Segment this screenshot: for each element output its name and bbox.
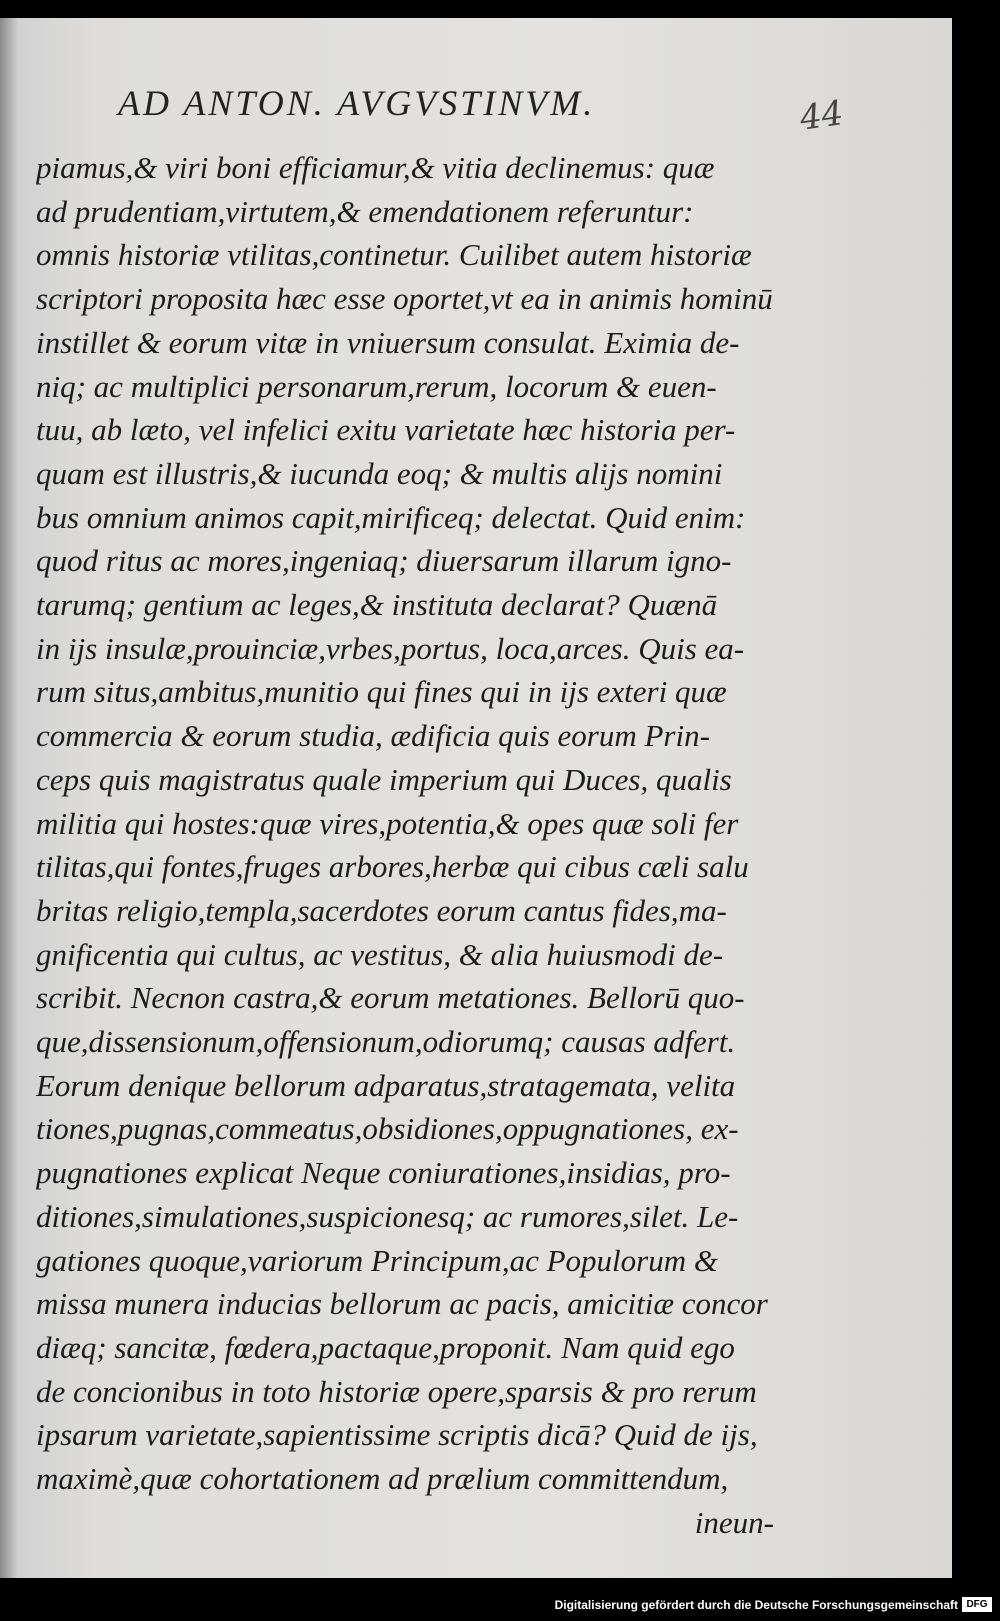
text-line: scriptori proposita hæc esse oportet,vt ea in animis hominū xyxy=(36,281,773,317)
text-line: omnis historiæ vtilitas,continetur. Cuilibet autem historiæ xyxy=(36,237,752,273)
text-line: ipsarum varietate,sapientissime scriptis dicā? Quid de ijs, xyxy=(36,1417,758,1453)
text-line: in ijs insulæ,prouinciæ,vrbes,portus, loca,arces. Quis ea- xyxy=(36,630,745,666)
text-line: tuu, ab læto, vel infelici exitu varietate hæc historia per- xyxy=(36,412,736,448)
text-line: militia qui hostes:quæ vires,potentia,& opes quæ soli fer xyxy=(36,805,739,841)
text-line: gationes quoque,variorum Principum,ac Populorum & xyxy=(36,1242,718,1278)
text-line: britas religio,templa,sacerdotes eorum cantus fides,ma- xyxy=(36,892,727,928)
dfg-logo: DFG xyxy=(962,1597,992,1612)
book-page xyxy=(0,18,952,1578)
text-line: bus omnium animos capit,mirificeq; delectat. Quid enim: xyxy=(36,499,746,535)
text-line: tarumq; gentium ac leges,& instituta declarat? Quænā xyxy=(36,587,718,623)
text-line: ad prudentiam,virtutem,& emendationem referuntur: xyxy=(36,193,694,229)
text-line: niq; ac multiplici personarum,rerum, locorum & euen- xyxy=(36,368,717,404)
folio-number: 44 xyxy=(797,93,846,139)
text-line: gnificentia qui cultus, ac vestitus, & alia huiusmodi de- xyxy=(36,936,724,972)
text-line: que,dissensionum,offensionum,odiorumq; causas adfert. xyxy=(36,1024,736,1060)
text-line: pugnationes explicat Neque coniurationes,insidias, pro- xyxy=(36,1155,731,1191)
text-line: tilitas,qui fontes,fruges arbores,herbæ qui cibus cæli salu xyxy=(36,849,749,885)
text-line: diæq; sancitæ, fœdera,pactaque,proponit. Nam quid ego xyxy=(36,1329,735,1365)
text-line: de concionibus in toto historiæ opere,sparsis & pro rerum xyxy=(36,1373,757,1409)
body-text xyxy=(36,146,776,1545)
text-line: scribit. Necnon castra,& eorum metationes. Bellorū quo- xyxy=(36,980,745,1016)
footer-bar xyxy=(0,1578,1000,1621)
running-head: AD ANTON. AVGVSTINVM. xyxy=(118,83,596,123)
text-line: ditiones,simulationes,suspicionesq; ac rumores,silet. Le- xyxy=(36,1198,739,1234)
catchword: ineun- xyxy=(694,1504,774,1540)
text-line: piamus,& viri boni efficiamur,& vitia declinemus: quæ xyxy=(36,150,715,185)
text-line: quod ritus ac mores,ingeniaq; diuersarum illarum igno- xyxy=(36,543,732,579)
text-line: rum situs,ambitus,munitio qui fines qui in ijs exteri quæ xyxy=(36,674,727,710)
funding-credit: Digitalisierung gefördert durch die Deutsche Forschungsgemeinschaft xyxy=(554,1598,958,1612)
gutter-shadow xyxy=(0,18,18,1578)
text-line: Eorum denique bellorum adparatus,stratagemata, velita xyxy=(36,1067,736,1103)
text-line: ceps quis magistratus quale imperium qui Duces, qualis xyxy=(36,761,732,797)
text-line: missa munera inducias bellorum ac pacis, amicitiæ concor xyxy=(36,1286,768,1322)
text-line: quam est illustris,& iucunda eoq; & multis alijs nomini xyxy=(36,455,723,491)
text-line: instillet & eorum vitæ in vniuersum consulat. Eximia de- xyxy=(36,324,740,360)
text-line: maximè,quæ cohortationem ad prælium committendum, xyxy=(36,1461,729,1497)
text-line: commercia & eorum studia, ædificia quis eorum Prin- xyxy=(36,718,710,754)
text-line: tiones,pugnas,commeatus,obsidiones,oppugnationes, ex- xyxy=(36,1111,739,1147)
